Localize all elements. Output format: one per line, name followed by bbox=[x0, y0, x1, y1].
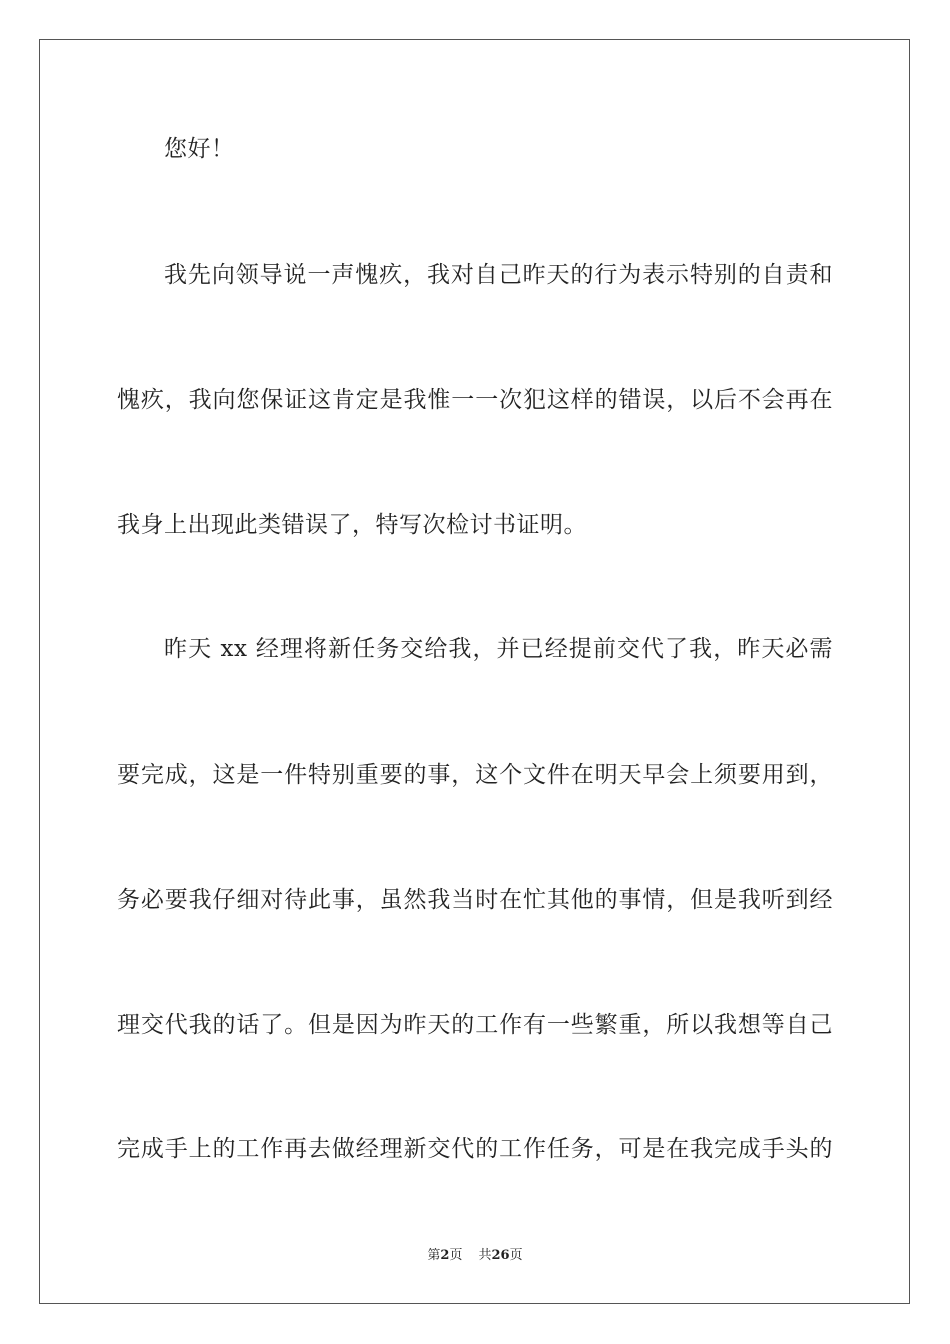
paragraph-2-line-2: 要完成，这是一件特别重要的事，这个文件在明天早会上须要用到， bbox=[117, 762, 833, 788]
total-prefix: 共 bbox=[478, 1248, 492, 1263]
page-number: 2 bbox=[440, 1248, 450, 1263]
page-border bbox=[39, 39, 910, 1304]
paragraph-2-line-1: 昨天 xx 经理将新任务交给我，并已经提前交代了我，昨天必需 bbox=[164, 636, 833, 662]
page-prefix: 第 bbox=[427, 1248, 441, 1263]
page-suffix: 页 bbox=[449, 1248, 463, 1263]
paragraph-2-line-5: 完成手上的工作再去做经理新交代的工作任务，可是在我完成手头的 bbox=[117, 1136, 833, 1162]
paragraph-1-line-1: 我先向领导说一声愧疚，我对自己昨天的行为表示特别的自责和 bbox=[164, 262, 833, 288]
paragraph-2-line-4: 理交代我的话了。但是因为昨天的工作有一些繁重，所以我想等自己 bbox=[117, 1012, 833, 1038]
greeting-line: 您好！ bbox=[164, 136, 235, 162]
paragraph-2-line-3: 务必要我仔细对待此事，虽然我当时在忙其他的事情，但是我听到经 bbox=[117, 887, 833, 913]
paragraph-1-line-3: 我身上出现此类错误了，特写次检讨书证明。 bbox=[117, 512, 587, 538]
total-pages: 26 bbox=[491, 1248, 510, 1263]
paragraph-1-line-2: 愧疚，我向您保证这肯定是我惟一一次犯这样的错误，以后不会再在 bbox=[117, 387, 833, 413]
total-suffix: 页 bbox=[509, 1248, 523, 1263]
page-footer bbox=[0, 1247, 950, 1265]
